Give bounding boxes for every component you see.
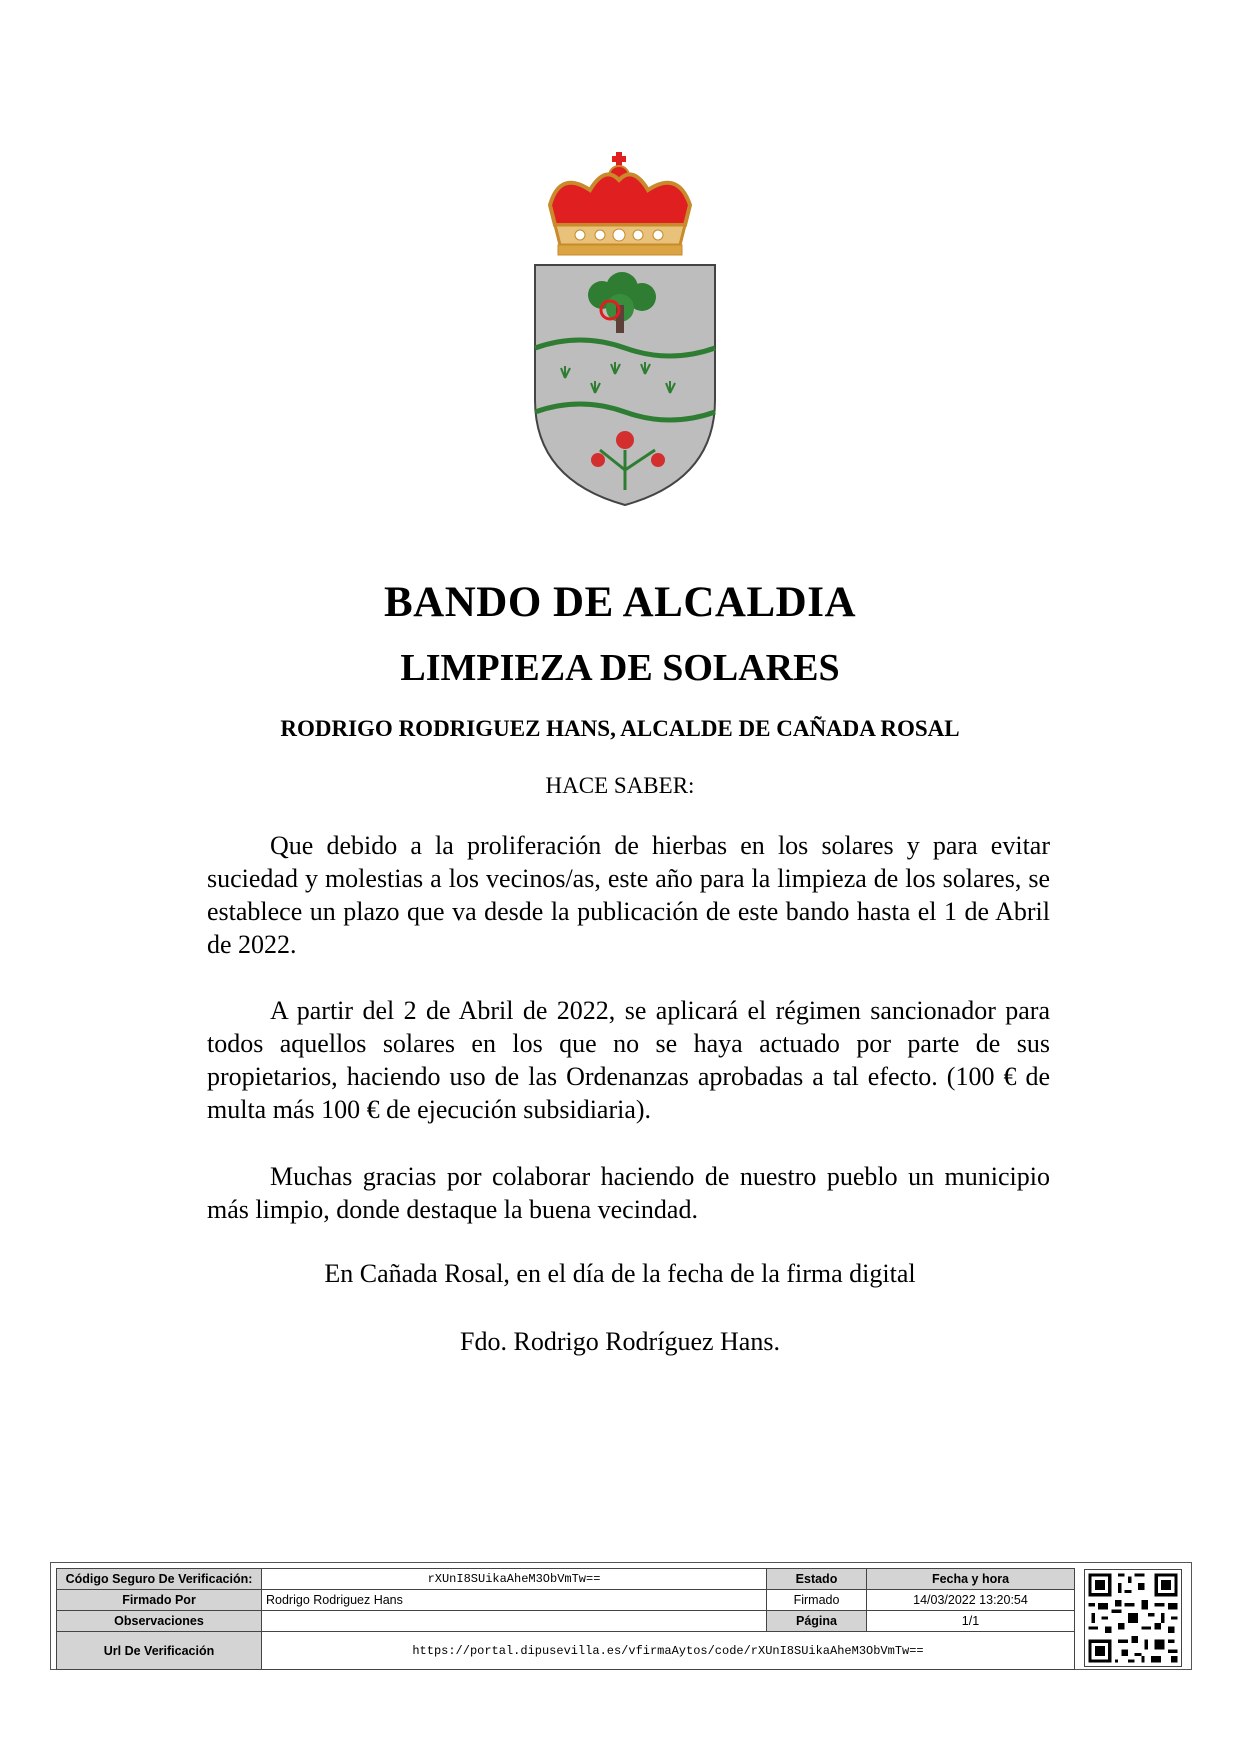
pagina-value: 1/1 <box>867 1611 1075 1632</box>
page-subtitle: LIMPIEZA DE SOLARES <box>400 647 840 689</box>
estado-label: Estado <box>767 1569 867 1590</box>
obs-value <box>262 1611 767 1632</box>
url-label: Url De Verificación <box>57 1632 262 1670</box>
coat-of-arms <box>530 150 720 510</box>
url-value[interactable]: https://portal.dipusevilla.es/vfirmaAytos/code/rXUnI8SUikaAheM3ObVmTw== <box>262 1632 1075 1670</box>
paragraph-3: Muchas gracias por colaborar haciendo de nuestro pueblo un municipio más limpio, donde destaque la buena vecindad. <box>207 1162 1050 1224</box>
firmado-value: Rodrigo Rodriguez Hans <box>262 1590 767 1611</box>
verification-footer <box>50 1562 1192 1670</box>
verification-table <box>56 1568 1075 1670</box>
firmado-label: Firmado Por <box>57 1590 262 1611</box>
announce-line: HACE SABER: <box>545 773 695 798</box>
author-line: RODRIGO RODRIGUEZ HANS, ALCALDE DE CAÑADA ROSAL <box>280 716 960 741</box>
qr-code-icon <box>1084 1569 1182 1667</box>
csv-value: rXUnI8SUikaAheM3ObVmTw== <box>262 1569 767 1590</box>
paragraph-1: Que debido a la proliferación de hierbas en los solares y para evitar suciedad y molestias a los vecinos/as, este año para la limpieza de los solares, se establece un plazo que va desde la publicación de este bando hasta el 1 de Abril de 2022. <box>207 831 1050 959</box>
page-title: BANDO DE ALCALDIA <box>383 579 856 626</box>
crown-icon <box>550 152 690 255</box>
csv-label: Código Seguro De Verificación: <box>57 1569 262 1590</box>
shield-icon <box>535 265 715 505</box>
place-date: En Cañada Rosal, en el día de la fecha de la firma digital <box>324 1259 916 1288</box>
obs-label: Observaciones <box>57 1611 262 1632</box>
estado-value: Firmado <box>767 1590 867 1611</box>
fecha-label: Fecha y hora <box>867 1569 1075 1590</box>
pagina-label: Página <box>767 1611 867 1632</box>
signature: Fdo. Rodrigo Rodríguez Hans. <box>460 1327 780 1356</box>
fecha-value: 14/03/2022 13:20:54 <box>867 1590 1075 1611</box>
paragraph-2: A partir del 2 de Abril de 2022, se aplicará el régimen sancionador para todos aquellos solares en los que no se haya actuado por parte de sus propietarios, haciendo uso de las Ordenanzas aprobadas a tal efecto. (100 € de multa más 100 € de ejecución subsidiaria). <box>207 996 1050 1124</box>
